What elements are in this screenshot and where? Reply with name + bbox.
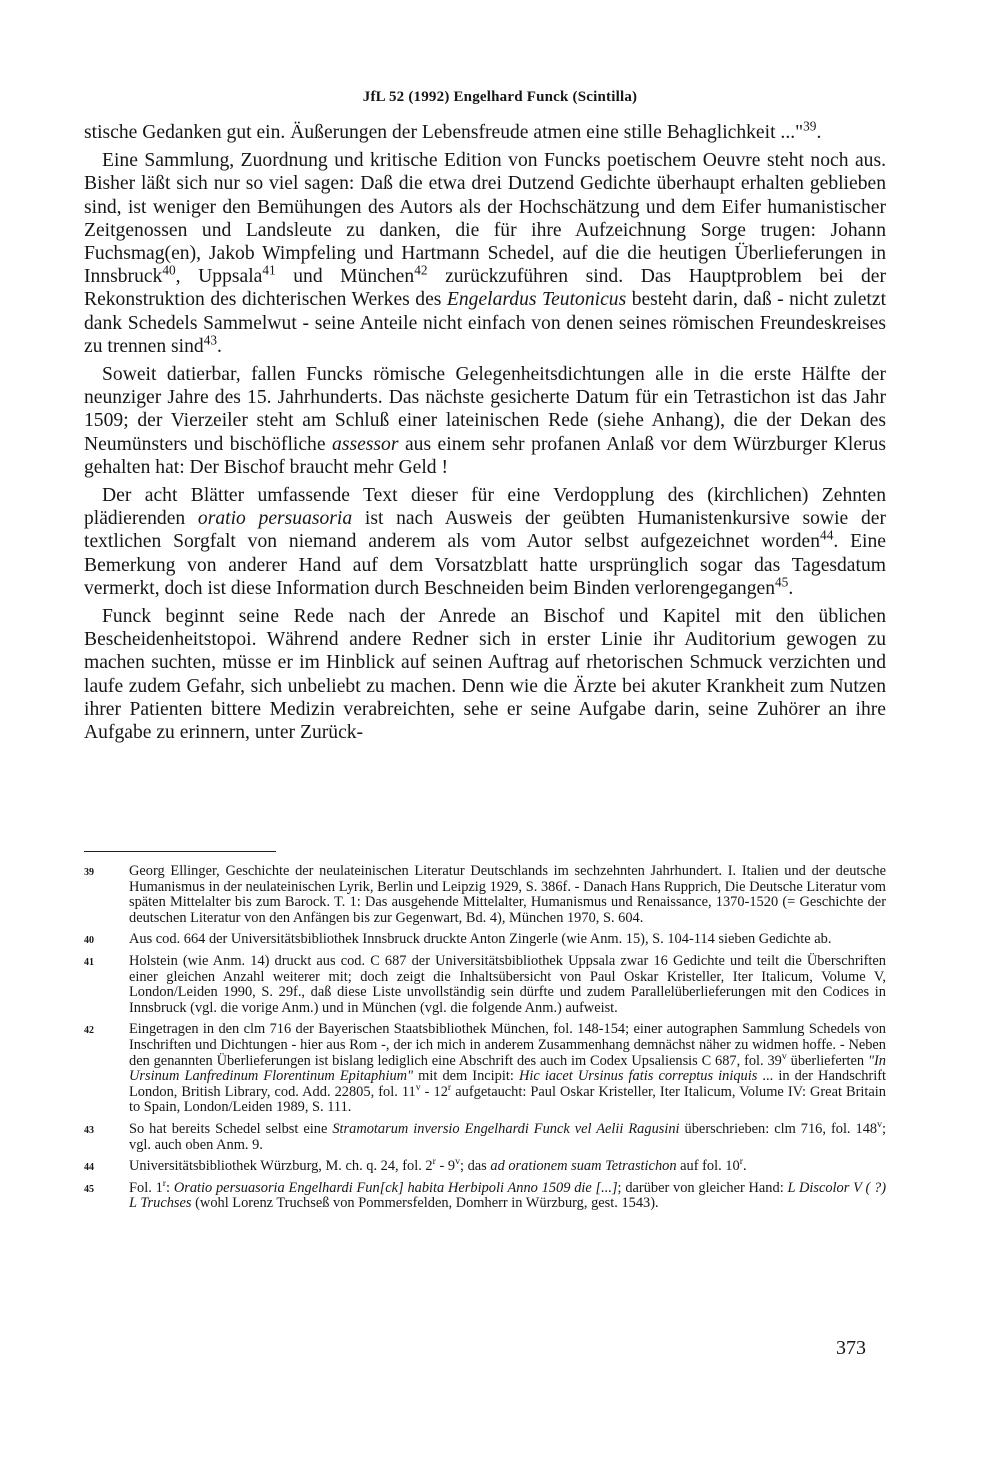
footnote-ref-39[interactable]: 39 <box>803 118 817 134</box>
footnote-number: 42 <box>84 1025 94 1037</box>
footnote-number: 40 <box>84 935 94 947</box>
paragraph-4: Der acht Blätter umfassende Text dieser für eine Verdopplung des (kirchlichen) Zehnten plädierenden oratio persuasoria ist nach Ausweis der geübten Humanistenkursive sowie der textlichen Sorgfalt von niemand anderem als vom Autor selbst aufgezeichnet worden$^{44}$. Eine Bemerkung von anderer Hand auf dem Vorsatzblatt hatte ursprünglich sogar das Tagesdatum vermerkt, doch ist diese Information durch Beschneiden beim Binden verlorengegangen$^{45}$. <box>84 485 886 599</box>
footnote-divider <box>84 851 276 852</box>
footnote-45: 45 Fol. 1$^r$: Oratio persuasoria Engelhardi Fun[ck] habita Herbipoli Anno 1509 die [...]; darüber von gleicher Hand: L Discolor V ( ?) L Truchses (wohl Lorenz Truchseß von Pommersfelden, Domherr in Würzburg, gest. 1543). <box>84 1177 886 1212</box>
footnote-ref-41[interactable]: 41 <box>262 262 276 278</box>
footnote-text: Holstein (wie Anm. 14) druckt aus cod. C 687 der Universitätsbibliothek Uppsala zwar 16 Gedichte und teilt die Überschriften einer gleichen Anzahl weiterer mit; doch zeigt die Inhaltsübersicht von Paul Oskar Kristeller, Iter Italicum, Volume V, London/Leiden 1990, S. 29f., daß diese Liste unvollständig sein dürfte und zudem Parallelüberlieferungen mit den Codices in Innsbruck (vgl. die vorige Anm.) und in München (vgl. die folgende Anm.) aufweist. <box>129 952 886 1016</box>
footnote-ref-44[interactable]: 44 <box>820 527 834 543</box>
paragraph-1: stische Gedanken gut ein. Äußerungen der Lebensfreude atmen eine stille Behaglichkeit ..."$^{39}$. <box>84 118 822 143</box>
footnote-number: 44 <box>84 1162 94 1174</box>
footnote-39 <box>84 864 886 926</box>
running-head: JfL 52 (1992) Engelhard Funck (Scintilla) <box>362 89 638 105</box>
footnote-41 <box>84 954 886 1016</box>
footnotes <box>84 864 886 1218</box>
footnote-ref-43[interactable]: 43 <box>203 332 218 348</box>
paragraph-5: Funck beginnt seine Rede nach der Anrede an Bischof und Kapitel mit den üblichen Bescheidenheitstopoi. Während andere Redner sich in erster Linie ihr Auditorium gewogen zu machen suchten, müsse er im Hinblick auf seinen Auftrag auf rhetorischen Schmuck verzichten und laufe zudem Gefahr, sich unbeliebt zu machen. Denn wie die Ärzte bei akuter Krankheit zum Nutzen ihrer Patienten bittere Medizin verabreichten, sehe er seine Aufgabe darin, seine Zuhörer an ihre Aufgabe zu erinnern, unter Zurück- <box>84 606 886 744</box>
footnote-number: 43 <box>84 1124 94 1136</box>
footnote-43: 43 So hat bereits Schedel selbst eine Stramotarum inversio Engelhardi Funck vel Aelii Ragusini überschrieben: clm 716, fol. 148$^v$; vgl. auch oben Anm. 9. <box>84 1119 886 1153</box>
footnote-42: 42 Eingetragen in den clm 716 der Bayerischen Staatsbibliothek München, fol. 148-154; einer autographen Sammlung Schedels von Inschriften und Dichtungen - hier aus Rom -, der ich mich in anderem Zusammenhang demnächst näher zu widmen hoffe. - Neben den genannten Überlieferungen ist bislang lediglich eine Abschrift des auch im Codex Upsaliensis C 687, fol. 39$^v$ überlieferten "In Ursinum Lanfredinum Florentinum Epitaphium" mit dem Incipit: Hic iacet Ursinus fatis correptus iniquis ... in der Handschrift London, British Library, cod. Add. 22805, fol. 11$^v$ - 12$^r$ aufgetaucht: Paul Oskar Kristeller, Iter Italicum, Volume IV: Great Britain to Spain, London/Leiden 1989, S. 111. <box>84 1021 886 1116</box>
footnote-number: 45 <box>84 1183 94 1195</box>
footnote-number: 39 <box>84 867 94 878</box>
footnote-44: 44 Universitätsbibliothek Würzburg, M. ch. q. 24, fol. 2$^r$ - 9$^v$; das ad orationem suam Tetrastichon auf fol. 10$^r$. <box>84 1156 747 1175</box>
paragraph-3: Soweit datierbar, fallen Funcks römische Gelegenheitsdichtungen alle in die erste Hälfte der neunziger Jahre des 15. Jahrhunderts. Das nächste gesicherte Datum für ein Tetrastichon ist das Jahr 1509; der Vierzeiler steht am Schluß einer lateinischen Rede (siehe Anhang), die der Dekan des Neumünsters und bischöfliche assessor aus einem sehr profanen Anlaß vor dem Würzburger Klerus gehalten hat: Der Bischof braucht mehr Geld ! <box>84 364 886 478</box>
footnote-40 <box>84 932 886 948</box>
footnote-number: 41 <box>84 956 94 968</box>
paragraph-2: Eine Sammlung, Zuordnung und kritische Edition von Funcks poetischem Oeuvre steht noch aus. Bisher läßt sich nur so viel sagen: Daß die etwa drei Dutzend Gedichte überhaupt erhalten geblieben sind, ist weniger den Bemühungen des Autors als der Hochschätzung und dem Eifer humanistischer Zeitgenossen und Landsleute zu danken, die für ihre Aufzeichnung Sorge trugen: Johann Fuchsmag(en), Jakob Wimpfeling und Hartmann Schedel, auf die die heutigen Überlieferungen in Innsbruck$^{40}$, Uppsala$^{41}$ und München$^{42}$ zurückzuführen sind. Das Hauptproblem bei der Rekonstruktion des dichterischen Werkes des Engelardus Teutonicus besteht darin, daß - nicht zuletzt dank Schedels Sammelwut - seine Anteile nicht einfach von denen seines römischen Freundeskreises zu trennen sind$^{43}$. <box>84 150 887 357</box>
page-number: 373 <box>836 1337 866 1359</box>
footnote-ref-45[interactable]: 45 <box>775 574 789 590</box>
footnote-text: Aus cod. 664 der Universitätsbibliothek Innsbruck druckte Anton Zingerle (wie Anm. 15), S. 104-114 sieben Gedichte ab. <box>129 931 832 948</box>
body-text <box>84 118 887 749</box>
footnote-ref-42[interactable]: 42 <box>414 262 428 278</box>
footnote-ref-40[interactable]: 40 <box>162 262 176 278</box>
footnote-text: Georg Ellinger, Geschichte der neulateinischen Literatur Deutschlands im sechzehnten Jahrhundert. I. Italien und der deutsche Humanismus in der neulateinischen Lyrik, Berlin und Leipzig 1929, S. 386f. - Danach Hans Rupprich, Die Deutsche Literatur vom späten Mittelalter bis zum Barock. T. 1: Das ausgehende Mittelalter, Humanismus und Renaissance, 1370-1520 (= Geschichte der deutschen Literatur von den Anfängen bis zur Gegenwart, Bd. 4), München 1970, S. 604. <box>129 863 886 926</box>
